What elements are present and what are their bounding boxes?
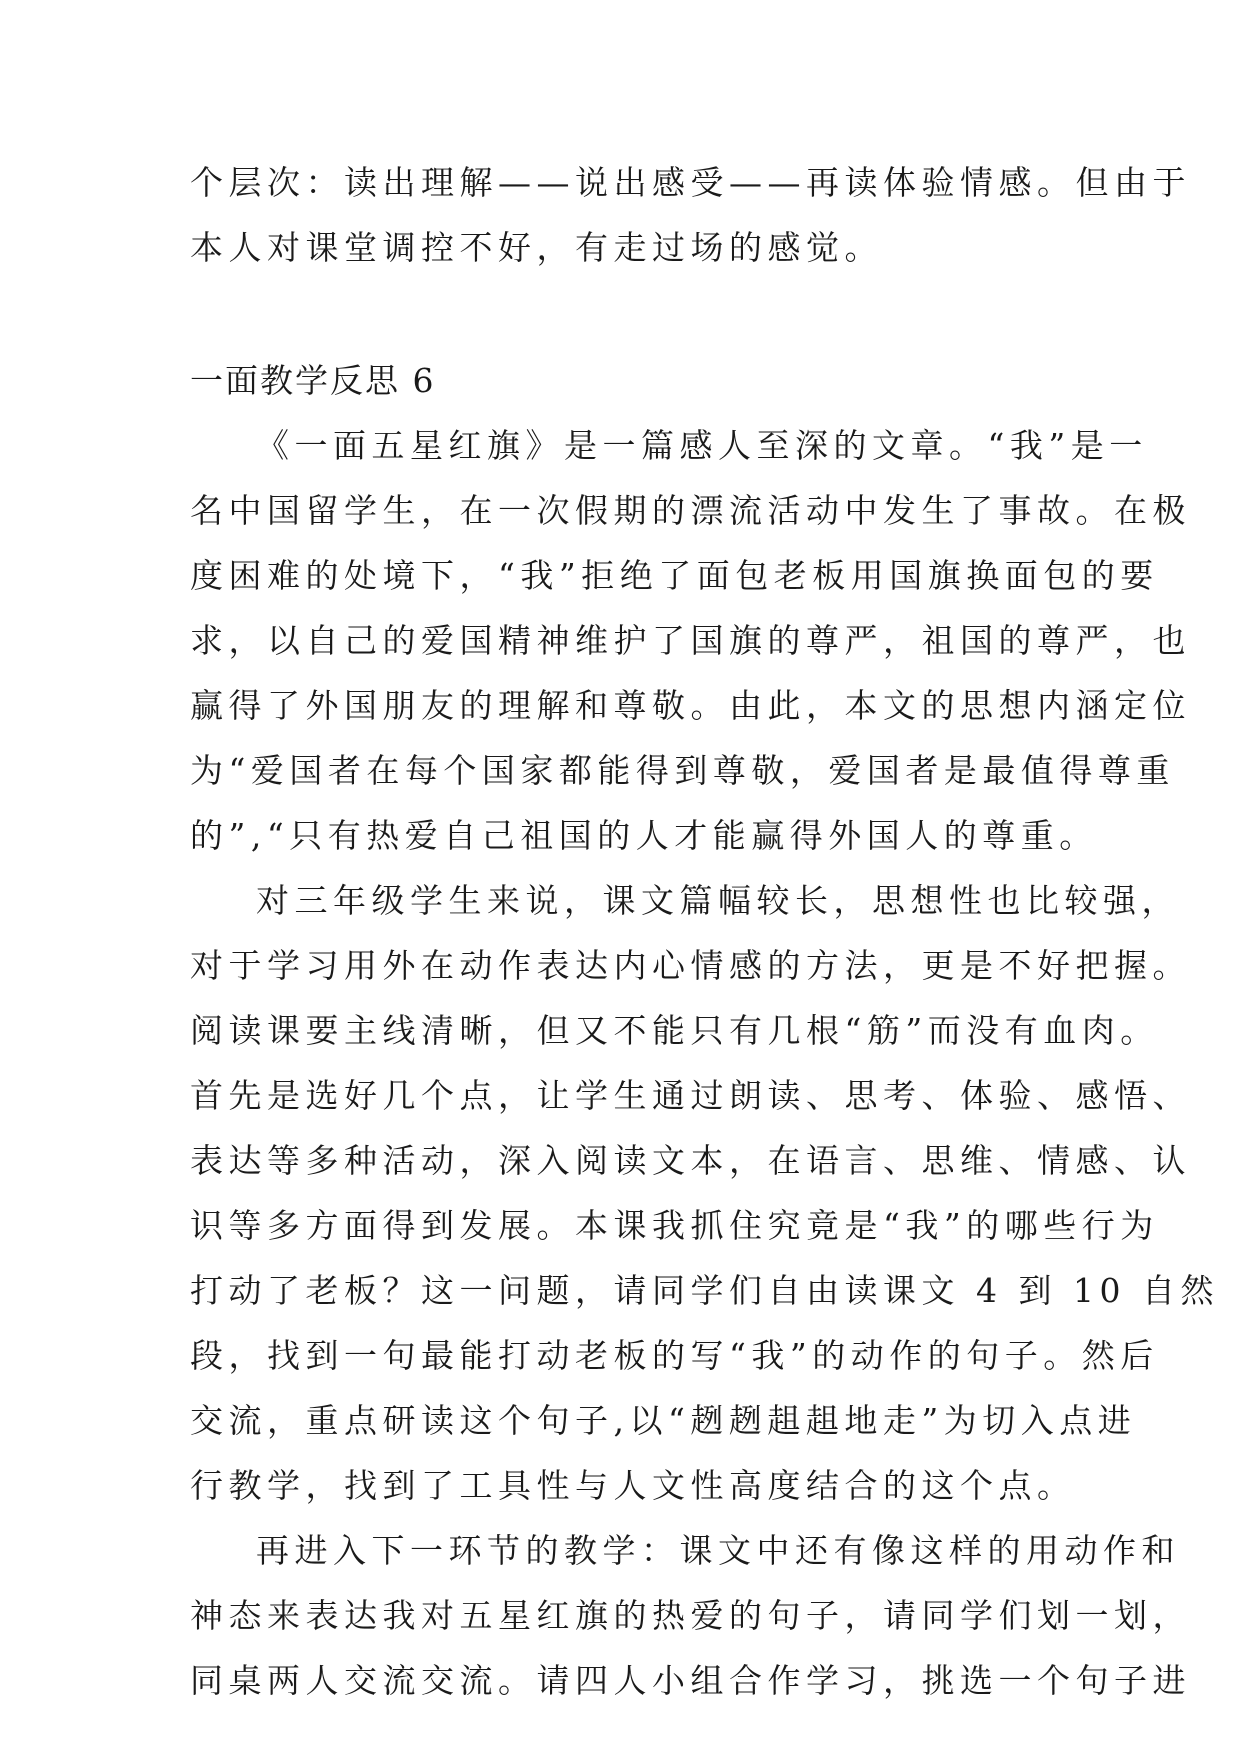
text-line: 度困难的处境下，“我”拒绝了面包老板用国旗换面包的要 <box>190 556 1159 595</box>
text-line: 《一面五星红旗》是一篇感人至深的文章。“我”是一 <box>256 426 1148 465</box>
text-line: 赢得了外国朋友的理解和尊敬。由此，本文的思想内涵定位 <box>190 686 1191 725</box>
text-line: 段，找到一句最能打动老板的写“我”的动作的句子。然后 <box>190 1336 1159 1375</box>
text-line: 的”,“只有热爱自己祖国的人才能赢得外国人的尊重。 <box>190 816 1098 855</box>
text-line: 识等多方面得到发展。本课我抓住究竟是“我”的哪些行为 <box>190 1206 1159 1245</box>
text-line: 打动了老板？这一问题，请同学们自由读课文 4 到 10 自然 <box>190 1271 1219 1310</box>
paragraph <box>190 1518 1191 1713</box>
text-line: 求，以自己的爱国精神维护了国旗的尊严，祖国的尊严，也 <box>190 621 1191 660</box>
paragraph <box>190 413 1191 868</box>
text-line: 对三年级学生来说，课文篇幅较长，思想性也比较强， <box>256 881 1180 920</box>
text-line: 为“爱国者在每个国家都能得到尊敬，爱国者是最值得尊重 <box>190 751 1175 790</box>
text-line: 神态来表达我对五星红旗的热爱的句子，请同学们划一划， <box>190 1596 1191 1635</box>
text-line: 行教学，找到了工具性与人文性高度结合的这个点。 <box>190 1466 1076 1505</box>
continuation-block <box>190 150 1191 280</box>
text-line: 交流，重点研读这个句子,以“趔趔趄趄地走”为切入点进 <box>190 1401 1137 1440</box>
document-page <box>190 150 1219 1713</box>
section-title: 一面教学反思 6 <box>190 361 436 400</box>
paragraph <box>190 868 1219 1518</box>
text-line: 表达等多种活动，深入阅读文本，在语言、思维、情感、认 <box>190 1141 1191 1180</box>
section-gap <box>190 280 1050 348</box>
text-line: 个层次：读出理解——说出感受——再读体验情感。但由于 <box>190 163 1191 202</box>
text-line: 对于学习用外在动作表达内心情感的方法，更是不好把握。 <box>190 946 1191 985</box>
text-line: 再进入下一环节的教学：课文中还有像这样的用动作和 <box>256 1531 1180 1570</box>
text-line: 名中国留学生，在一次假期的漂流活动中发生了事故。在极 <box>190 491 1191 530</box>
text-line: 本人对课堂调控不好，有走过场的感觉。 <box>190 228 883 267</box>
text-line: 同桌两人交流交流。请四人小组合作学习，挑选一个句子进 <box>190 1661 1191 1700</box>
text-line: 阅读课要主线清晰，但又不能只有几根“筋”而没有血肉。 <box>190 1011 1159 1050</box>
text-line: 首先是选好几个点，让学生通过朗读、思考、体验、感悟、 <box>190 1076 1191 1115</box>
